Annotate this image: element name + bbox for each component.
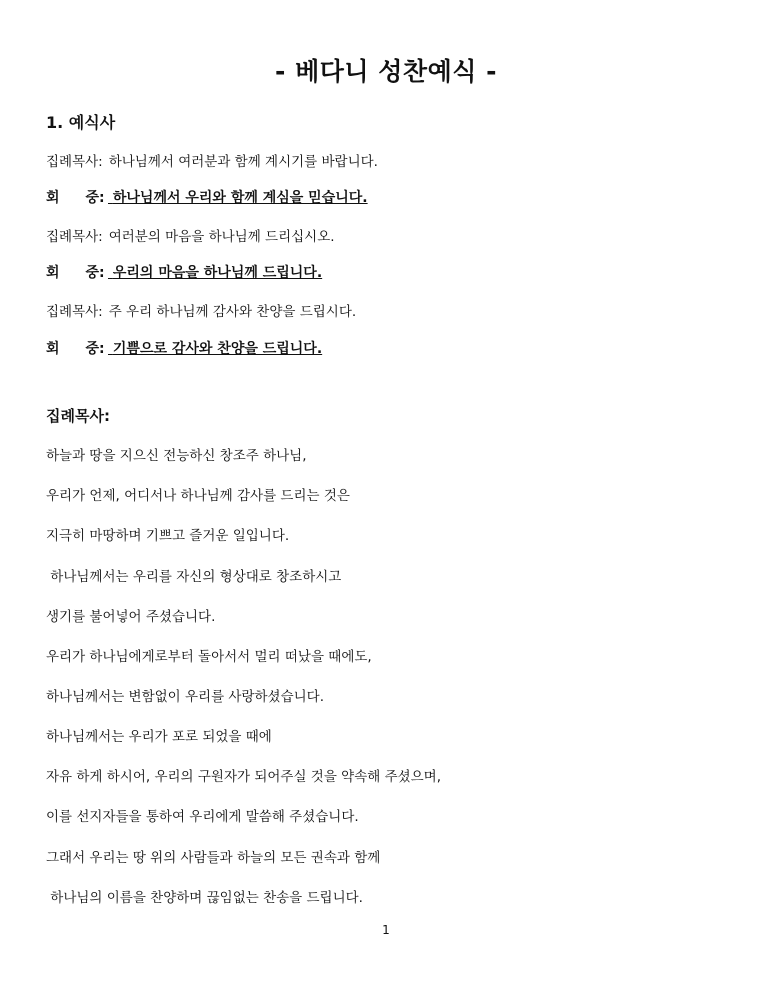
prayer-line: 하나님께서는 우리가 포로 되었을 때에 xyxy=(46,729,272,745)
prayer-line: 하나님의 이름을 찬양하며 끊임없는 찬송을 드립니다. xyxy=(46,890,363,906)
speaker-label: 회 중: xyxy=(46,341,105,357)
litany-officiant-line xyxy=(46,150,378,170)
prayer-line: 생기를 불어넣어 주셨습니다. xyxy=(46,609,216,625)
officiant-heading: 집례목사: xyxy=(46,407,110,425)
litany-text: 하나님께서 여러분과 함께 계시기를 바랍니다. xyxy=(108,154,378,170)
prayer-line: 지극히 마땅하며 기쁘고 즐거운 일입니다. xyxy=(46,528,290,544)
prayer-line: 하늘과 땅을 지으신 전능하신 창조주 하나님, xyxy=(46,448,307,464)
litany-text: 여러분의 마음을 하나님께 드리십시오. xyxy=(108,229,335,245)
prayer-line: 자유 하게 하시어, 우리의 구원자가 되어주실 것을 약속해 주셨으며, xyxy=(46,769,442,785)
prayer-line: 그래서 우리는 땅 위의 사람들과 하늘의 모든 권속과 함께 xyxy=(46,850,381,866)
litany-text: 주 우리 하나님께 감사와 찬양을 드립시다. xyxy=(108,304,357,320)
litany-response-text: 하나님께서 우리와 함께 계심을 믿습니다. xyxy=(112,190,368,206)
prayer-line: 이를 선지자들을 통하여 우리에게 말씀해 주셨습니다. xyxy=(46,809,359,825)
prayer-line: 우리가 하나님에게로부터 돌아서서 멀리 떠났을 때에도, xyxy=(46,649,372,665)
prayer-line: 하나님께서는 변함없이 우리를 사랑하셨습니다. xyxy=(46,689,324,705)
speaker-label: 회 중: xyxy=(46,265,105,281)
litany-officiant-line xyxy=(46,300,356,320)
section-heading-opening: 1. 예식사 xyxy=(46,113,116,132)
speaker-label: 집례목사: xyxy=(46,304,103,320)
page-title: - 베다니 성찬예식 - xyxy=(275,57,497,86)
speaker-label: 집례목사: xyxy=(46,229,103,245)
prayer-line: 하나님께서는 우리를 자신의 형상대로 창조하시고 xyxy=(46,569,342,585)
litany-congregation-line xyxy=(46,338,322,358)
prayer-line: 우리가 언제, 어디서나 하나님께 감사를 드리는 것은 xyxy=(46,488,350,504)
speaker-label: 집례목사: xyxy=(46,154,103,170)
litany-response-text: 기쁨으로 감사와 찬양을 드립니다. xyxy=(112,341,323,357)
litany-officiant-line xyxy=(46,225,335,245)
litany-congregation-line xyxy=(46,187,368,207)
page-number: 1 xyxy=(382,923,390,937)
litany-response-text: 우리의 마음을 하나님께 드립니다. xyxy=(112,265,323,281)
litany-congregation-line xyxy=(46,262,322,282)
speaker-label: 회 중: xyxy=(46,190,105,206)
